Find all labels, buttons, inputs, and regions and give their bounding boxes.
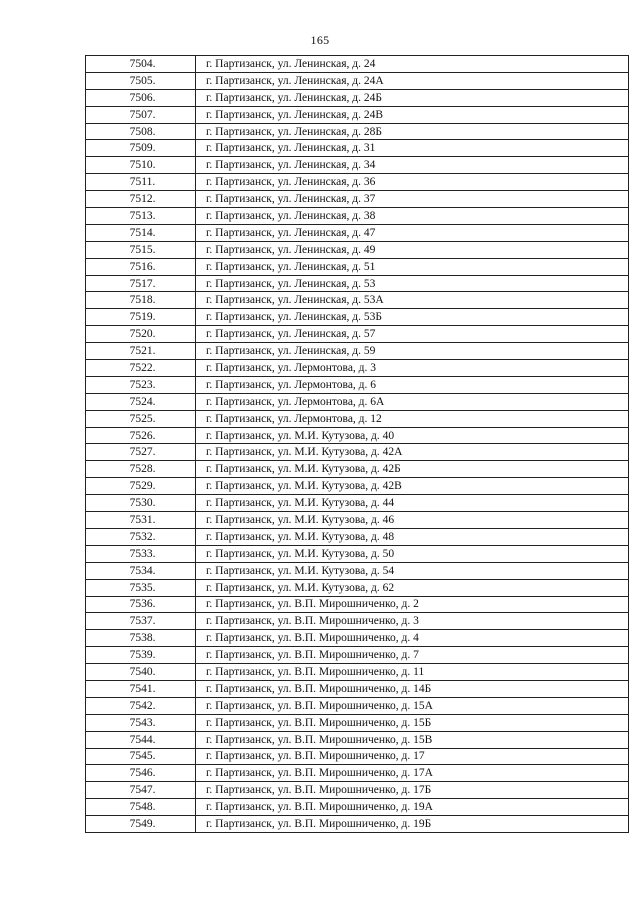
table-row [86,613,629,630]
row-number-cell: 7536. [86,596,196,613]
row-number-cell: 7514. [86,224,196,241]
table-row [86,630,629,647]
table-row [86,140,629,157]
address-cell: г. Партизанск, ул. Лермонтова, д. 12 [196,410,629,427]
address-cell: г. Партизанск, ул. В.П. Мирошниченко, д. 17Б [196,782,629,799]
address-cell: г. Партизанск, ул. В.П. Мирошниченко, д. 2 [196,596,629,613]
table-row [86,697,629,714]
table-row [86,106,629,123]
table-row [86,748,629,765]
table-row [86,89,629,106]
row-number-cell: 7548. [86,799,196,816]
address-cell: г. Партизанск, ул. В.П. Мирошниченко, д. 17 [196,748,629,765]
table-row [86,765,629,782]
table-row [86,579,629,596]
row-number-cell: 7518. [86,292,196,309]
row-number-cell: 7517. [86,275,196,292]
address-cell: г. Партизанск, ул. В.П. Мирошниченко, д. 11 [196,664,629,681]
table-row [86,376,629,393]
row-number-cell: 7519. [86,309,196,326]
address-cell: г. Партизанск, ул. М.И. Кутузова, д. 46 [196,512,629,529]
table-row [86,72,629,89]
address-cell: г. Партизанск, ул. Ленинская, д. 24В [196,106,629,123]
address-cell: г. Партизанск, ул. Лермонтова, д. 6 [196,376,629,393]
table-row [86,360,629,377]
row-number-cell: 7529. [86,478,196,495]
row-number-cell: 7542. [86,697,196,714]
table-row [86,191,629,208]
address-cell: г. Партизанск, ул. В.П. Мирошниченко, д. 3 [196,613,629,630]
table-row [86,241,629,258]
address-cell: г. Партизанск, ул. Ленинская, д. 57 [196,326,629,343]
table-row [86,596,629,613]
address-cell: г. Партизанск, ул. Ленинская, д. 49 [196,241,629,258]
row-number-cell: 7524. [86,393,196,410]
table-row [86,495,629,512]
row-number-cell: 7541. [86,680,196,697]
address-cell: г. Партизанск, ул. В.П. Мирошниченко, д. 19А [196,799,629,816]
table-row [86,647,629,664]
address-cell: г. Партизанск, ул. В.П. Мирошниченко, д. 15Б [196,714,629,731]
row-number-cell: 7526. [86,427,196,444]
address-cell: г. Партизанск, ул. Ленинская, д. 59 [196,343,629,360]
address-cell: г. Партизанск, ул. Ленинская, д. 36 [196,174,629,191]
address-cell: г. Партизанск, ул. Ленинская, д. 47 [196,224,629,241]
row-number-cell: 7531. [86,512,196,529]
table-row [86,799,629,816]
row-number-cell: 7545. [86,748,196,765]
table-row [86,714,629,731]
address-cell: г. Партизанск, ул. М.И. Кутузова, д. 62 [196,579,629,596]
address-cell: г. Партизанск, ул. Ленинская, д. 24 [196,56,629,73]
address-cell: г. Партизанск, ул. Ленинская, д. 34 [196,157,629,174]
address-cell: г. Партизанск, ул. Ленинская, д. 37 [196,191,629,208]
row-number-cell: 7533. [86,545,196,562]
row-number-cell: 7530. [86,495,196,512]
row-number-cell: 7528. [86,461,196,478]
row-number-cell: 7512. [86,191,196,208]
row-number-cell: 7535. [86,579,196,596]
row-number-cell: 7523. [86,376,196,393]
address-cell: г. Партизанск, ул. Лермонтова, д. 3 [196,360,629,377]
address-cell: г. Партизанск, ул. Ленинская, д. 28Б [196,123,629,140]
row-number-cell: 7513. [86,208,196,225]
table-row [86,208,629,225]
table-row [86,478,629,495]
table-row [86,444,629,461]
table-row [86,461,629,478]
address-cell: г. Партизанск, ул. Ленинская, д. 24Б [196,89,629,106]
table-row [86,326,629,343]
row-number-cell: 7543. [86,714,196,731]
row-number-cell: 7520. [86,326,196,343]
table-row [86,427,629,444]
address-cell: г. Партизанск, ул. Ленинская, д. 38 [196,208,629,225]
row-number-cell: 7527. [86,444,196,461]
table-row [86,292,629,309]
address-cell: г. Партизанск, ул. Лермонтова, д. 6А [196,393,629,410]
table-row [86,680,629,697]
table-row [86,782,629,799]
row-number-cell: 7522. [86,360,196,377]
row-number-cell: 7516. [86,258,196,275]
address-cell: г. Партизанск, ул. В.П. Мирошниченко, д. 15А [196,697,629,714]
row-number-cell: 7537. [86,613,196,630]
address-cell: г. Партизанск, ул. В.П. Мирошниченко, д. 4 [196,630,629,647]
address-cell: г. Партизанск, ул. В.П. Мирошниченко, д. 14Б [196,680,629,697]
table-row [86,157,629,174]
row-number-cell: 7506. [86,89,196,106]
row-number-cell: 7532. [86,528,196,545]
address-cell: г. Партизанск, ул. Ленинская, д. 53Б [196,309,629,326]
row-number-cell: 7549. [86,816,196,833]
row-number-cell: 7525. [86,410,196,427]
address-cell: г. Партизанск, ул. Ленинская, д. 31 [196,140,629,157]
row-number-cell: 7547. [86,782,196,799]
table-row [86,309,629,326]
address-cell: г. Партизанск, ул. М.И. Кутузова, д. 54 [196,562,629,579]
table-row [86,123,629,140]
table-row [86,393,629,410]
address-cell: г. Партизанск, ул. М.И. Кутузова, д. 42А [196,444,629,461]
row-number-cell: 7504. [86,56,196,73]
table-row [86,512,629,529]
page-number: 165 [310,33,330,47]
row-number-cell: 7511. [86,174,196,191]
table-row [86,545,629,562]
row-number-cell: 7539. [86,647,196,664]
address-cell: г. Партизанск, ул. М.И. Кутузова, д. 44 [196,495,629,512]
row-number-cell: 7509. [86,140,196,157]
address-table [85,55,629,833]
address-cell: г. Партизанск, ул. В.П. Мирошниченко, д. 19Б [196,816,629,833]
row-number-cell: 7540. [86,664,196,681]
row-number-cell: 7507. [86,106,196,123]
table-row [86,410,629,427]
row-number-cell: 7505. [86,72,196,89]
address-cell: г. Партизанск, ул. М.И. Кутузова, д. 42В [196,478,629,495]
row-number-cell: 7508. [86,123,196,140]
table-row [86,664,629,681]
row-number-cell: 7546. [86,765,196,782]
address-cell: г. Партизанск, ул. Ленинская, д. 53 [196,275,629,292]
address-table-body [86,56,629,833]
table-row [86,343,629,360]
address-cell: г. Партизанск, ул. М.И. Кутузова, д. 50 [196,545,629,562]
row-number-cell: 7538. [86,630,196,647]
table-row [86,816,629,833]
row-number-cell: 7534. [86,562,196,579]
row-number-cell: 7510. [86,157,196,174]
address-cell: г. Партизанск, ул. М.И. Кутузова, д. 40 [196,427,629,444]
table-row [86,174,629,191]
table-row [86,258,629,275]
table-row [86,731,629,748]
table-row [86,275,629,292]
address-cell: г. Партизанск, ул. В.П. Мирошниченко, д. 7 [196,647,629,664]
row-number-cell: 7515. [86,241,196,258]
table-row [86,528,629,545]
address-cell: г. Партизанск, ул. В.П. Мирошниченко, д. 17А [196,765,629,782]
address-cell: г. Партизанск, ул. М.И. Кутузова, д. 42Б [196,461,629,478]
table-row [86,224,629,241]
address-cell: г. Партизанск, ул. М.И. Кутузова, д. 48 [196,528,629,545]
row-number-cell: 7521. [86,343,196,360]
address-cell: г. Партизанск, ул. Ленинская, д. 53А [196,292,629,309]
address-cell: г. Партизанск, ул. В.П. Мирошниченко, д. 15В [196,731,629,748]
table-row [86,562,629,579]
address-cell: г. Партизанск, ул. Ленинская, д. 24А [196,72,629,89]
row-number-cell: 7544. [86,731,196,748]
address-cell: г. Партизанск, ул. Ленинская, д. 51 [196,258,629,275]
table-row [86,56,629,73]
